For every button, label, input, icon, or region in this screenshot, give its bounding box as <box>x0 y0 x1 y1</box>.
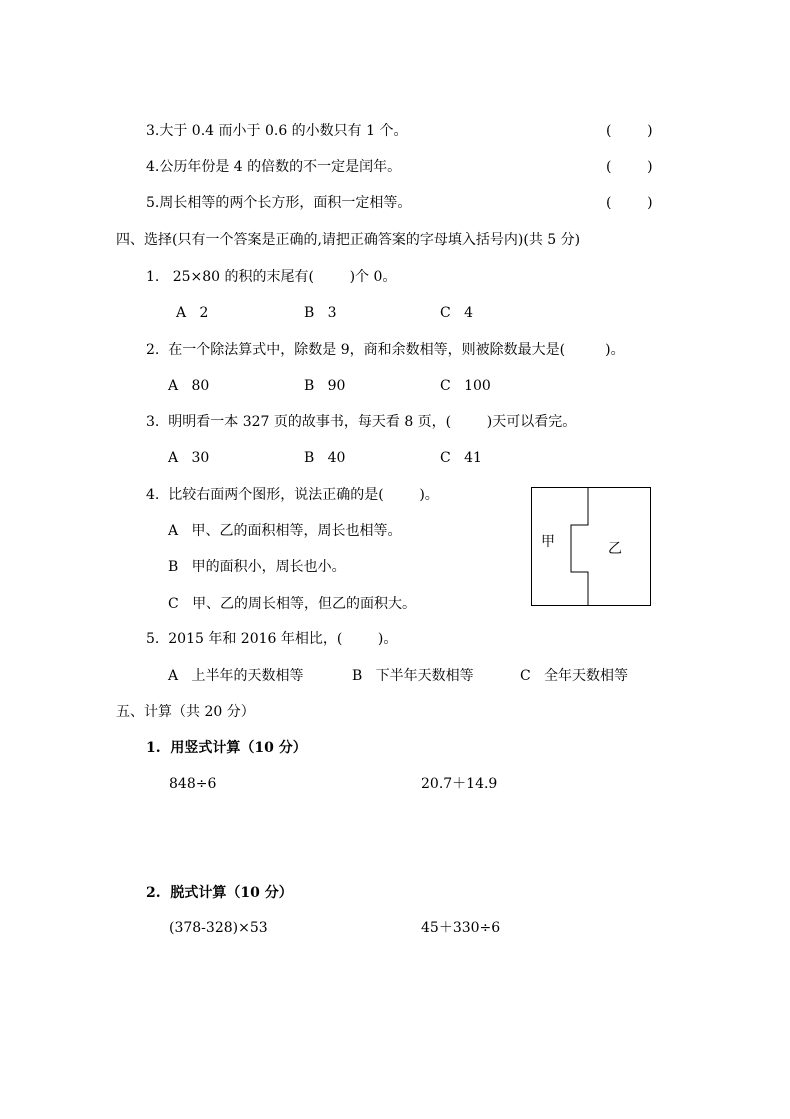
choice-5-option-a[interactable]: A 上半年的天数相等 <box>168 668 304 684</box>
figure-label-jia: 甲 <box>541 534 555 550</box>
choice-1-option-a[interactable]: A 2 <box>176 305 209 321</box>
section5-title: 五、计算（共 20 分） <box>116 704 255 720</box>
judge-item-4: 4.公历年份是 4 的倍数的不一定是闰年。 <box>146 159 402 175</box>
calc-part-1-title: 1. 用竖式计算（10 分） <box>146 740 307 756</box>
choice-4-option-a[interactable]: A 甲、乙的面积相等，周长也相等。 <box>168 523 402 539</box>
choice-5-option-c[interactable]: C 全年天数相等 <box>520 668 629 684</box>
choice-question-2: 2. 在一个除法算式中，除数是 9，商和余数相等，则被除数最大是( )。 <box>146 342 625 358</box>
calc-part-2-title: 2. 脱式计算（10 分） <box>146 885 293 901</box>
choice-2-option-b[interactable]: B 90 <box>304 378 346 394</box>
choice-question-5: 5. 2015 年和 2016 年相比，( )。 <box>146 631 398 647</box>
choice-question-1: 1. 25×80 的积的末尾有( )个 0。 <box>146 269 397 285</box>
choice-1-option-b[interactable]: B 3 <box>304 305 337 321</box>
choice-question-4: 4. 比较右面两个图形，说法正确的是( )。 <box>146 487 439 503</box>
calc-problem-2b: 45＋330÷6 <box>421 920 501 936</box>
choice-1-option-c[interactable]: C 4 <box>440 305 473 321</box>
calc-problem-2a: (378-328)×53 <box>169 920 268 936</box>
choice-3-option-b[interactable]: B 40 <box>304 450 346 466</box>
choice-5-option-b[interactable]: B 下半年天数相等 <box>352 668 474 684</box>
choice-2-option-c[interactable]: C 100 <box>440 378 491 394</box>
judge-item-5: 5.周长相等的两个长方形，面积一定相等。 <box>146 195 412 211</box>
judge-item-3: 3.大于 0.4 而小于 0.6 的小数只有 1 个。 <box>146 123 408 139</box>
choice-4-option-c[interactable]: C 甲、乙的周长相等，但乙的面积大。 <box>168 596 417 612</box>
calc-problem-1b: 20.7＋14.9 <box>421 776 498 792</box>
judge-answer-bracket-3[interactable]: ( ) <box>606 123 653 139</box>
choice-2-option-a[interactable]: A 80 <box>168 378 210 394</box>
choice-4-option-b[interactable]: B 甲的面积小，周长也小。 <box>168 559 346 575</box>
section4-title: 四、选择(只有一个答案是正确的,请把正确答案的字母填入括号内)(共 5 分) <box>116 232 581 248</box>
shape-comparison-figure <box>531 487 652 608</box>
choice-question-3: 3. 明明看一本 327 页的故事书，每天看 8 页，( )天可以看完。 <box>146 414 577 430</box>
calc-problem-1a: 848÷6 <box>169 776 217 792</box>
choice-3-option-c[interactable]: C 41 <box>440 450 482 466</box>
dividing-line <box>571 488 588 606</box>
figure-label-yi: 乙 <box>608 541 622 557</box>
judge-answer-bracket-5[interactable]: ( ) <box>606 195 653 211</box>
choice-3-option-a[interactable]: A 30 <box>168 450 210 466</box>
judge-answer-bracket-4[interactable]: ( ) <box>606 159 653 175</box>
